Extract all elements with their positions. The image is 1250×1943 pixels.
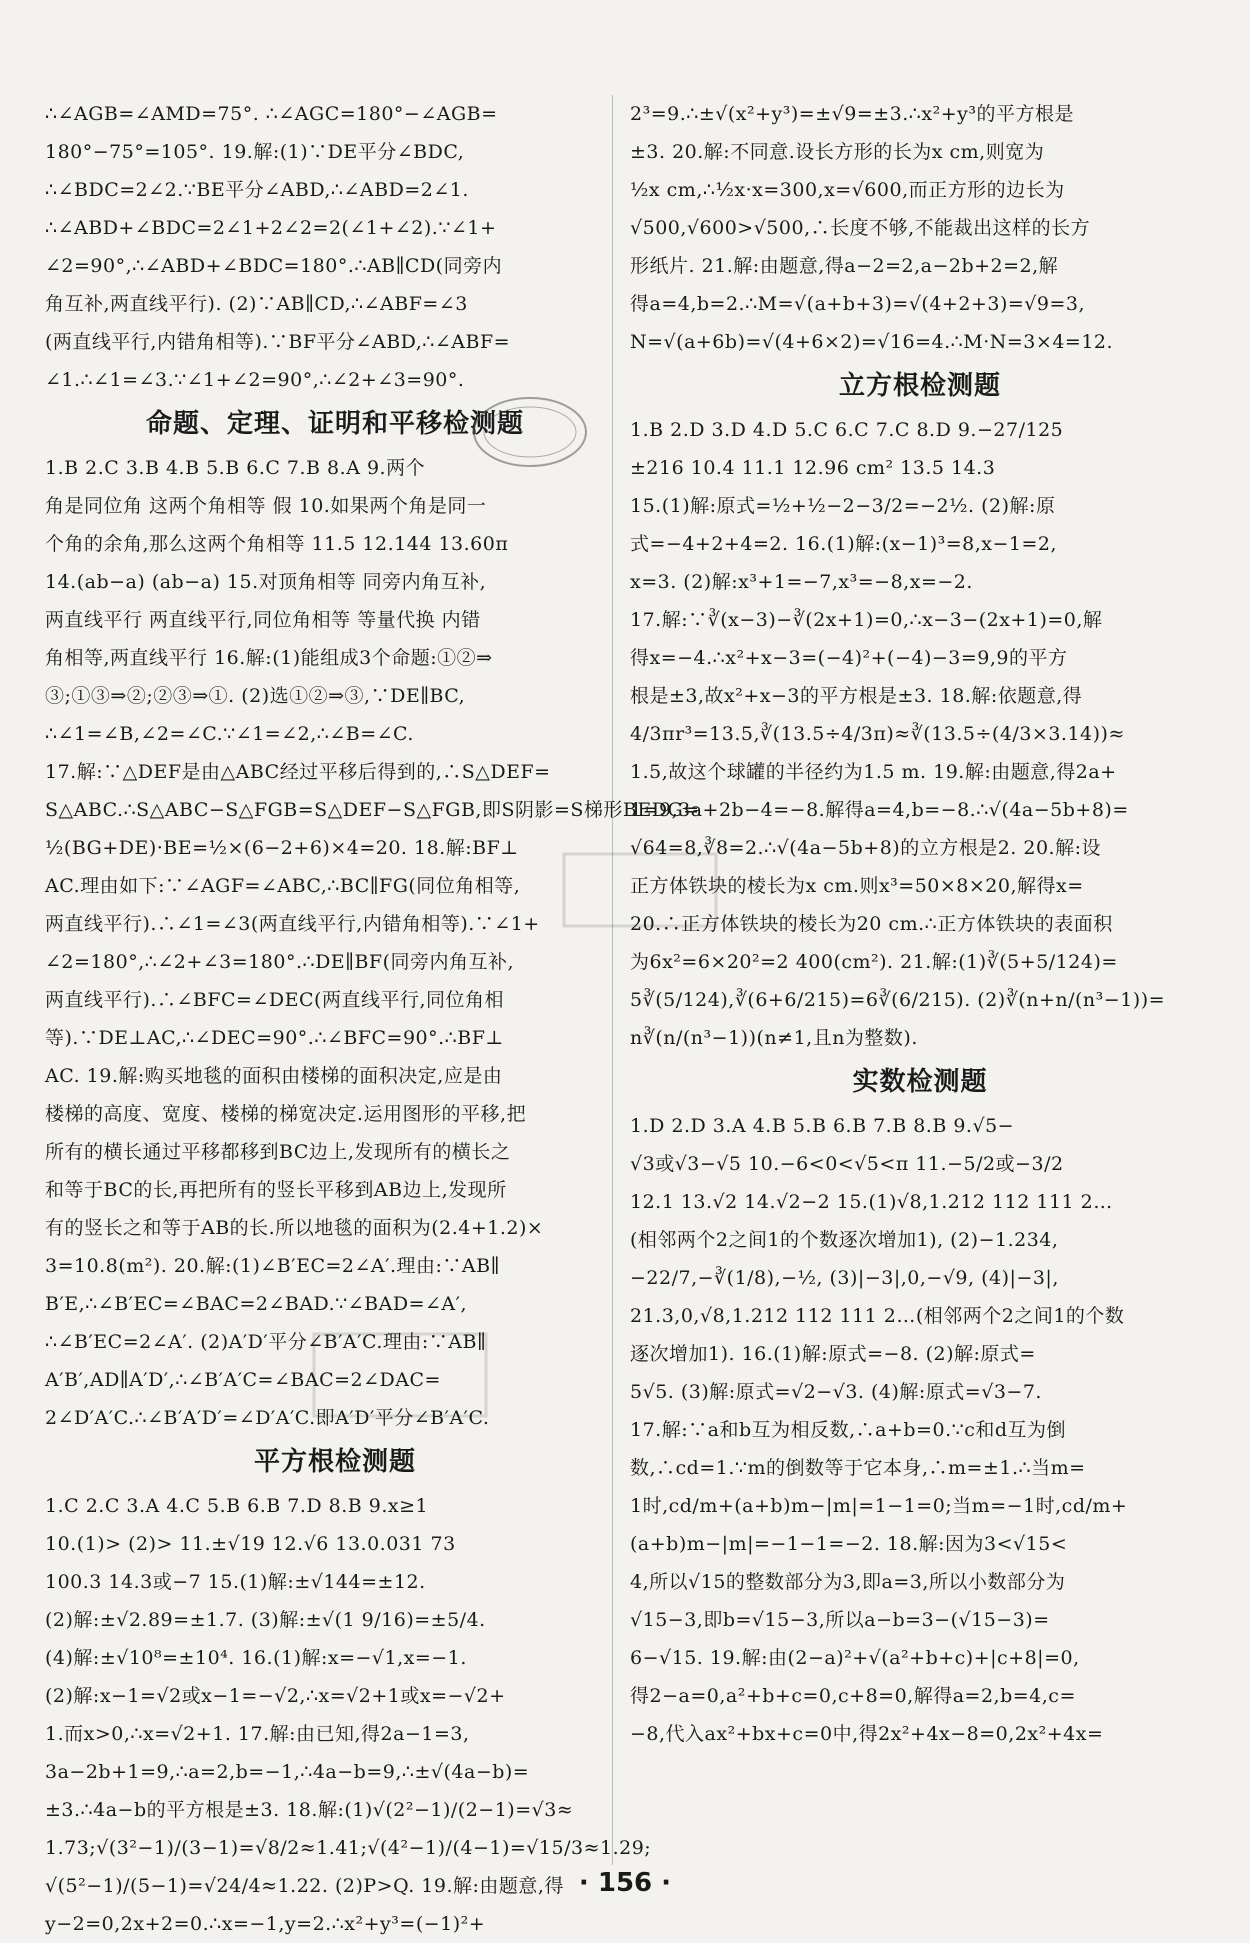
text-line: 15.(1)解:原式=½+½−2−3/2=−2½. (2)解:原: [630, 495, 1056, 517]
text-line: ∴∠B′EC=2∠A′. (2)A′D′平分∠B′A′C.理由:∵AB∥: [45, 1331, 487, 1353]
text-line: ½(BG+DE)·BE=½×(6−2+6)×4=20. 18.解:BF⊥: [45, 837, 519, 859]
text-line: 1.B 2.D 3.D 4.D 5.C 6.C 7.C 8.D 9.−27/125: [630, 419, 1064, 441]
text-line: 角是同位角 这两个角相等 假 10.如果两个角是同一: [45, 495, 487, 517]
section-title-cube-root: 立方根检测题: [838, 371, 1001, 401]
text-line: 形纸片. 21.解:由题意,得a−2=2,a−2b+2=2,解: [630, 255, 1059, 277]
text-line: 两直线平行 两直线平行,同位角相等 等量代换 内错: [45, 609, 481, 631]
stamp-logo: [470, 392, 590, 472]
text-line: 有的竖长之和等于AB的长.所以地毯的面积为(2.4+1.2)×: [45, 1217, 544, 1239]
text-line: 根是±3,故x²+x−3的平方根是±3. 18.解:依题意,得: [630, 685, 1083, 707]
text-line: S△ABC.∴S△ABC−S△FGB=S△DEF−S△FGB,即S阴影=S梯形BEDG=: [45, 799, 700, 821]
text-line: 所有的横长通过平移都移到BC边上,发现所有的横长之: [45, 1141, 511, 1163]
section-propositions-body: [45, 449, 700, 1437]
text-line: 1.73;√(3²−1)/(3−1)=√8/2≈1.41;√(4²−1)/(4−1)=√15/3≈1.29;: [45, 1837, 652, 1859]
text-line: 1时,cd/m+(a+b)m−|m|=1−1=0;当m=−1时,cd/m+: [630, 1495, 1128, 1517]
text-line: 1.而x>0,∴x=√2+1. 17.解:由已知,得2a−1=3,: [45, 1723, 470, 1745]
text-line: 180°−75°=105°. 19.解:(1)∵DE平分∠BDC,: [45, 141, 465, 163]
left-top-block: [45, 95, 625, 399]
page-number: · 156 ·: [578, 1868, 672, 1898]
text-line: 1=9,3a+2b−4=−8.解得a=4,b=−8.∴√(4a−5b+8)=: [630, 799, 1129, 821]
text-line: 3a−2b+1=9,∴a=2,b=−1,∴4a−b=9,∴±√(4a−b)=: [45, 1761, 530, 1783]
text-line: −8,代入ax²+bx+c=0中,得2x²+4x−8=0,2x²+4x=: [630, 1723, 1104, 1745]
text-line: ∴∠ABD+∠BDC=2∠1+2∠2=2(∠1+∠2).∵∠1+: [45, 217, 497, 239]
text-line: 14.(ab−a) (ab−a) 15.对顶角相等 同旁内角互补,: [45, 571, 487, 593]
text-line: 式=−4+2+4=2. 16.(1)解:(x−1)³=8,x−1=2,: [630, 533, 1058, 555]
text-line: 角互补,两直线平行). (2)∵AB∥CD,∴∠ABF=∠3: [45, 293, 468, 315]
text-line: 4/3πr³=13.5,∛(13.5÷4/3π)≈∛(13.5÷(4/3×3.14))≈: [630, 723, 1125, 745]
text-line: 17.解:∵△DEF是由△ABC经过平移后得到的,∴S△DEF=: [45, 761, 551, 783]
text-line: ½x cm,∴½x·x=300,x=√600,而正方形的边长为: [630, 179, 1065, 201]
section-real-numbers-body: [630, 1107, 1210, 1753]
text-line: 个角的余角,那么这两个角相等 11.5 12.144 13.60π: [45, 533, 509, 555]
text-line: 17.解:∵a和b互为相反数,∴a+b=0.∵c和d互为倒: [630, 1419, 1066, 1441]
text-line: 17.解:∵∛(x−3)−∛(2x+1)=0,∴x−3−(2x+1)=0,解: [630, 609, 1103, 631]
text-line: n∛(n/(n³−1))(n≠1,且n为整数).: [630, 1027, 918, 1049]
text-line: 数,∴cd=1.∵m的倒数等于它本身,∴m=±1.∴当m=: [630, 1457, 1086, 1479]
text-line: AC.理由如下:∵∠AGF=∠ABC,∴BC∥FG(同位角相等,: [45, 875, 521, 897]
text-line: (2)解:x−1=√2或x−1=−√2,∴x=√2+1或x=−√2+: [45, 1685, 506, 1707]
text-line: √3或√3−√5 10.−6<0<√5<π 11.−5/2或−3/2: [630, 1153, 1064, 1175]
text-line: 两直线平行).∴∠1=∠3(两直线平行,内错角相等).∵∠1+: [45, 913, 540, 935]
text-line: (两直线平行,内错角相等).∵BF平分∠ABD,∴∠ABF=: [45, 331, 511, 353]
text-line: (2)解:±√2.89=±1.7. (3)解:±√(1 9/16)=±5/4.: [45, 1609, 486, 1631]
text-line: ±3. 20.解:不同意.设长方形的长为x cm,则宽为: [630, 141, 1045, 163]
watermark-logo: [560, 850, 720, 930]
text-line: 1.B 2.C 3.B 4.B 5.B 6.C 7.B 8.A 9.两个: [45, 457, 426, 479]
right-top-block: [630, 95, 1210, 361]
text-line: 3=10.8(m²). 20.解:(1)∠B′EC=2∠A′.理由:∵AB∥: [45, 1255, 500, 1277]
text-line: 1.C 2.C 3.A 4.C 5.B 6.B 7.D 8.B 9.x≥1: [45, 1495, 429, 1517]
text-line: (a+b)m−|m|=−1−1=−2. 18.解:因为3<√15<: [630, 1533, 1068, 1555]
text-line: 2³=9.∴±√(x²+y³)=±√9=±3.∴x²+y³的平方根是: [630, 103, 1074, 125]
text-line: 5√5. (3)解:原式=√2−√3. (4)解:原式=√3−7.: [630, 1381, 1042, 1403]
text-line: ∴∠1=∠B,∠2=∠C.∵∠1=∠2,∴∠B=∠C.: [45, 723, 414, 745]
text-line: (4)解:±√10⁸=±10⁴. 16.(1)解:x=−√1,x=−1.: [45, 1647, 467, 1669]
text-line: ∠2=180°,∴∠2+∠3=180°.∴DE∥BF(同旁内角互补,: [45, 951, 515, 973]
text-line: 100.3 14.3或−7 15.(1)解:±√144=±12.: [45, 1571, 426, 1593]
text-line: 为6x²=6×20²=2 400(cm²). 21.解:(1)∛(5+5/124)=: [630, 951, 1118, 973]
text-line: 和等于BC的长,再把所有的竖长平移到AB边上,发现所: [45, 1179, 507, 1201]
text-line: 2∠D′A′C.∴∠B′A′D′=∠D′A′C.即A′D′平分∠B′A′C.: [45, 1407, 490, 1429]
text-line: 6−√15. 19.解:由(2−a)²+√(a²+b+c)+|c+8|=0,: [630, 1647, 1080, 1669]
section-title-propositions: 命题、定理、证明和平移检测题: [145, 409, 524, 439]
text-line: √64=8,∛8=2.∴√(4a−5b+8)的立方根是2. 20.解:设: [630, 837, 1101, 859]
text-line: ∠2=90°,∴∠ABD+∠BDC=180°.∴AB∥CD(同旁内: [45, 255, 503, 277]
text-line: −22/7,−∛(1/8),−½, (3)|−3|,0,−√9, (4)|−3|,: [630, 1267, 1059, 1289]
text-line: 两直线平行).∴∠BFC=∠DEC(两直线平行,同位角相: [45, 989, 504, 1011]
text-line: x=3. (2)解:x³+1=−7,x³=−8,x=−2.: [630, 571, 973, 593]
left-column: [45, 95, 700, 1943]
text-line: 5∛(5/124),∛(6+6/215)=6∛(6/215). (2)∛(n+n/(n³−1))=: [630, 989, 1166, 1011]
text-line: 20.∴正方体铁块的棱长为20 cm.∴正方体铁块的表面积: [630, 913, 1113, 935]
text-line: 正方体铁块的棱长为x cm.则x³=50×8×20,解得x=: [630, 875, 1084, 897]
text-line: y−2=0,2x+2=0.∴x=−1,y=2.∴x²+y³=(−1)²+: [45, 1913, 486, 1935]
text-line: 角相等,两直线平行 16.解:(1)能组成3个命题:①②⇒: [45, 647, 493, 669]
text-line: ∴∠BDC=2∠2.∵BE平分∠ABD,∴∠ABD=2∠1.: [45, 179, 469, 201]
text-line: A′B′,AD∥A′D′,∴∠B′A′C=∠BAC=2∠DAC=: [45, 1369, 441, 1391]
text-line: (相邻两个2之间1的个数逐次增加1), (2)−1.234,: [630, 1229, 1059, 1251]
watermark-logo-2: [310, 1330, 490, 1420]
text-line: ∴∠AGB=∠AMD=75°. ∴∠AGC=180°−∠AGB=: [45, 103, 498, 125]
section-title-square-root: 平方根检测题: [253, 1447, 416, 1477]
text-line: ③;①③⇒②;②③⇒①. (2)选①②⇒③,∵DE∥BC,: [45, 685, 466, 707]
text-line: √500,√600>√500,∴长度不够,不能裁出这样的长方: [630, 217, 1091, 239]
text-line: √15−3,即b=√15−3,所以a−b=3−(√15−3)=: [630, 1609, 1050, 1631]
text-line: B′E,∴∠B′EC=∠BAC=2∠BAD.∵∠BAD=∠A′,: [45, 1293, 467, 1315]
text-line: 得x=−4.∴x²+x−3=(−4)²+(−4)−3=9,9的平方: [630, 647, 1068, 669]
text-line: AC. 19.解:购买地毯的面积由楼梯的面积决定,应是由: [45, 1065, 503, 1087]
text-line: N=√(a+6b)=√(4+6×2)=√16=4.∴M·N=3×4=12.: [630, 331, 1114, 353]
text-line: ±216 10.4 11.1 12.96 cm² 13.5 14.3: [630, 457, 996, 479]
text-line: √(5²−1)/(5−1)=√24/4≈1.22. (2)P>Q. 19.解:由题意,得: [45, 1875, 564, 1897]
text-line: 等).∵DE⊥AC,∴∠DEC=90°.∴∠BFC=90°.∴BF⊥: [45, 1027, 504, 1049]
text-line: 4,所以√15的整数部分为3,即a=3,所以小数部分为: [630, 1571, 1066, 1593]
text-line: 12.1 13.√2 14.√2−2 15.(1)√8,1.212 112 111 2…: [630, 1191, 1113, 1213]
section-title-real-numbers: 实数检测题: [852, 1067, 988, 1097]
text-line: 1.D 2.D 3.A 4.B 5.B 6.B 7.B 8.B 9.√5−: [630, 1115, 1015, 1137]
text-line: 得a=4,b=2.∴M=√(a+b+3)=√(4+2+3)=√9=3,: [630, 293, 1086, 315]
text-line: 楼梯的高度、宽度、楼梯的梯宽决定.运用图形的平移,把: [45, 1103, 527, 1125]
text-line: ±3.∴4a−b的平方根是±3. 18.解:(1)√(2²−1)/(2−1)=√3≈: [45, 1799, 574, 1821]
text-line: 10.(1)> (2)> 11.±√19 12.√6 13.0.031 73: [45, 1533, 456, 1555]
text-line: 逐次增加1). 16.(1)解:原式=−8. (2)解:原式=: [630, 1343, 1036, 1365]
section-cube-root-body: [630, 411, 1210, 1057]
text-line: 得2−a=0,a²+b+c=0,c+8=0,解得a=2,b=4,c=: [630, 1685, 1076, 1707]
text-line: 21.3,0,√8,1.212 112 111 2…(相邻两个2之间1的个数: [630, 1305, 1125, 1327]
text-line: ∠1.∴∠1=∠3.∵∠1+∠2=90°,∴∠2+∠3=90°.: [45, 369, 465, 391]
text-line: 1.5,故这个球罐的半径约为1.5 m. 19.解:由题意,得2a+: [630, 761, 1117, 783]
